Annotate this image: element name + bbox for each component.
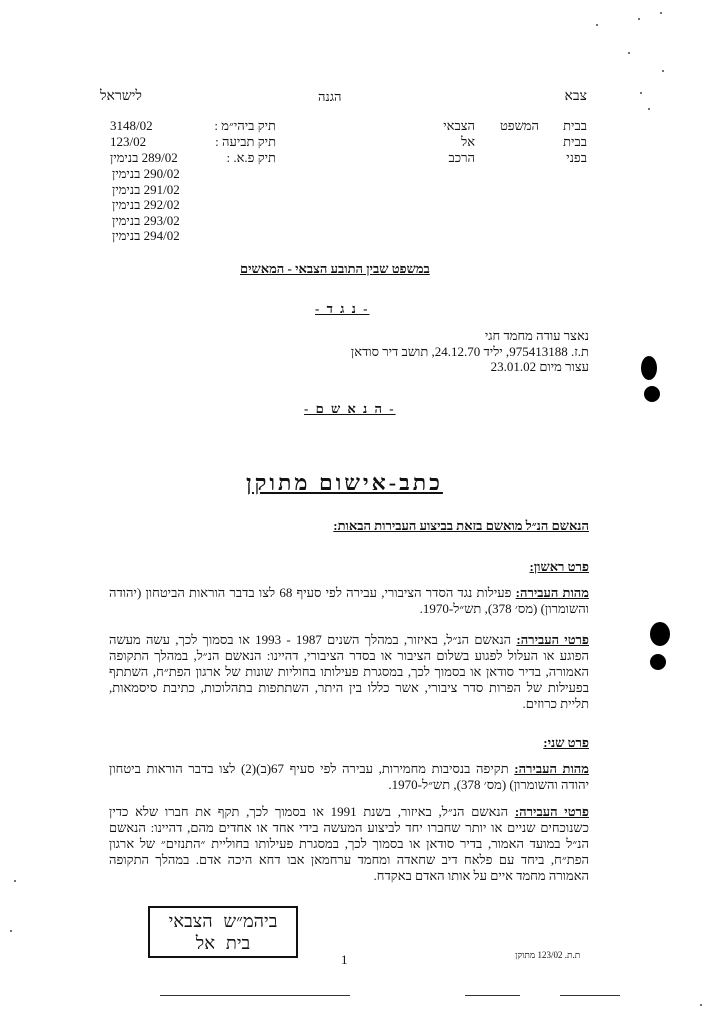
scan-speck <box>648 108 650 110</box>
case-file-number: 289/02 בנימין <box>110 150 178 165</box>
scan-speck <box>660 12 662 14</box>
case-file-extra: 291/02 בנימין <box>112 181 180 197</box>
case-file-row <box>110 150 276 166</box>
punch-hole-mark <box>641 356 657 380</box>
nature-text: תקיפה בנסיבות מחמירות, עבירה לפי סעיף 67(ב)(2) לצו בדבר הוראות ביטחון יהודה והשומרון) (מס׳ 378), תש״ל-1970. <box>109 761 589 792</box>
case-file-extra-list <box>112 166 180 244</box>
prosecutor-line: במשפט שבין התובע הצבאי - המאשים <box>240 261 430 276</box>
intro-line: הנאשם הנ״ל מואשם בזאת בביצוע העבירות הבאות: <box>333 518 589 533</box>
bottom-scan-line <box>160 995 350 996</box>
details-text: הנאשם הנ״ל, באיזור, במהלך השנים 1987 - 1993 או בסמוך לכך, עשה מעשה הפוגע או העלול לפגוע בשלום הציבור או בסדר הציבורי, דהיינו: הנאשם הנ״ל, במהלך התקופה האמורה, בדיר סודאן או בסמוך לכך, במסגרת פעילותו בחוליות שונות של ארגון הפת״ח, השתתף בפעילות של הפרות סדר ציבורי, אשר כללו בין היתר, השתתפות בתהלוכות, כתיבת סיסמאות, תליית כרוזים. <box>109 632 589 711</box>
case-file-row <box>110 118 276 134</box>
defendant-detention: עצור מיום 23.01.02 <box>490 359 589 374</box>
court-row <box>411 134 587 150</box>
stamp-line1: ביהמ״ש הצבאי <box>168 911 278 932</box>
court-cell <box>475 134 539 150</box>
case-file-extra: 290/02 בנימין <box>112 166 180 181</box>
court-cell: הרכב <box>448 150 475 165</box>
scan-speck <box>14 880 16 882</box>
count-heading: פרט ראשון: <box>529 559 589 574</box>
case-file-extra: 293/02 בנימין <box>112 212 180 228</box>
defendant-block <box>351 328 589 375</box>
court-row <box>411 150 587 166</box>
court-cell: בבית <box>563 118 587 133</box>
bottom-scan-line <box>560 995 620 996</box>
case-files <box>110 118 276 166</box>
header-left: לישראל <box>100 89 142 104</box>
page-number: 1 <box>341 952 348 967</box>
footer-reference: ת.ת. 123/02 מתוקן <box>515 950 581 960</box>
scan-speck <box>638 18 640 20</box>
bottom-scan-line <box>465 995 520 996</box>
header-right: צבא <box>564 89 587 104</box>
defendant-name: נאצר עודה מחמד חגי <box>484 328 589 343</box>
count-heading: פרט שני: <box>543 735 589 750</box>
header-middle: הגנה <box>318 89 342 104</box>
details-label: פרטי העבירה: <box>514 804 590 819</box>
nature-text: פעילות נגד הסדר הציבורי, עבירה לפי סעיף 68 לצו בדבר הוראות הביטחון (יהודה והשומרון) (מס׳ 378), תש״ל-1970. <box>109 585 589 616</box>
case-file-number: 123/02 <box>110 134 147 149</box>
punch-hole-mark <box>650 654 666 670</box>
court-cell <box>475 150 539 166</box>
details-text: הנאשם הנ״ל, באיזור, בשנת 1991 או בסמוך לכך, תקף את חברו שלא כדין כשנוכחים שניים או יותר שחברו יחד לביצוע המעשה בידי אחד או אחדים מהם, דהיינו: הנאשם הנ״ל במועד האמור, בדיר סודאן או בסמוך לכך, במסגרת פעילותו בחוליית ״התנזים״ של ארגון הפת״ח, ביחד עם פלאח דיב שחאדה ומחמד ערחמאן אבו דחא היכה אדם. במהלך התקופה האמורה מחמד איים על אותו האדם באקדח. <box>109 804 589 883</box>
court-block <box>411 118 587 166</box>
punch-hole-mark <box>644 386 660 402</box>
court-row <box>411 118 587 134</box>
scan-speck <box>10 930 12 932</box>
document-title: כתב-אישום מתוקן <box>246 470 443 495</box>
count-nature <box>109 761 589 793</box>
scan-speck <box>596 24 598 26</box>
case-file-label: תיק תביעה : <box>215 134 276 149</box>
case-file-number: 3148/02 <box>110 118 153 133</box>
case-file-extra: 294/02 בנימין <box>112 228 180 243</box>
nature-label: מהות העבירה: <box>514 761 589 776</box>
case-file-label: תיק ביהי״מ : <box>214 118 276 133</box>
nature-label: מהות העבירה: <box>515 585 589 600</box>
accused-label: - ה נ א ש ם - <box>304 401 396 416</box>
case-file-extra: 292/02 בנימין <box>112 197 180 212</box>
court-cell: בבית <box>563 134 587 149</box>
count-nature <box>109 585 589 617</box>
details-label: פרטי העבירה: <box>516 632 590 647</box>
scan-speck <box>628 52 630 54</box>
court-cell: אל <box>461 134 475 149</box>
scan-speck <box>700 1004 702 1006</box>
court-cell: בפני <box>566 150 587 165</box>
court-stamp <box>148 906 298 958</box>
court-cell: המשפט <box>499 118 539 133</box>
punch-hole-mark <box>650 622 670 646</box>
stamp-line2: בית אל <box>195 933 251 954</box>
case-file-label: תיק פ.א. : <box>226 150 276 165</box>
case-file-row <box>110 134 276 150</box>
court-cell: הצבאי <box>443 118 475 133</box>
count-details <box>109 804 589 884</box>
scan-speck <box>662 70 664 72</box>
scan-speck <box>640 92 642 94</box>
defendant-id: ת.ז. 975413188, יליד 24.12.70, תושב דיר סודאן <box>350 343 589 359</box>
against-label: - נ ג ד - <box>315 301 370 316</box>
count-details <box>109 632 589 712</box>
